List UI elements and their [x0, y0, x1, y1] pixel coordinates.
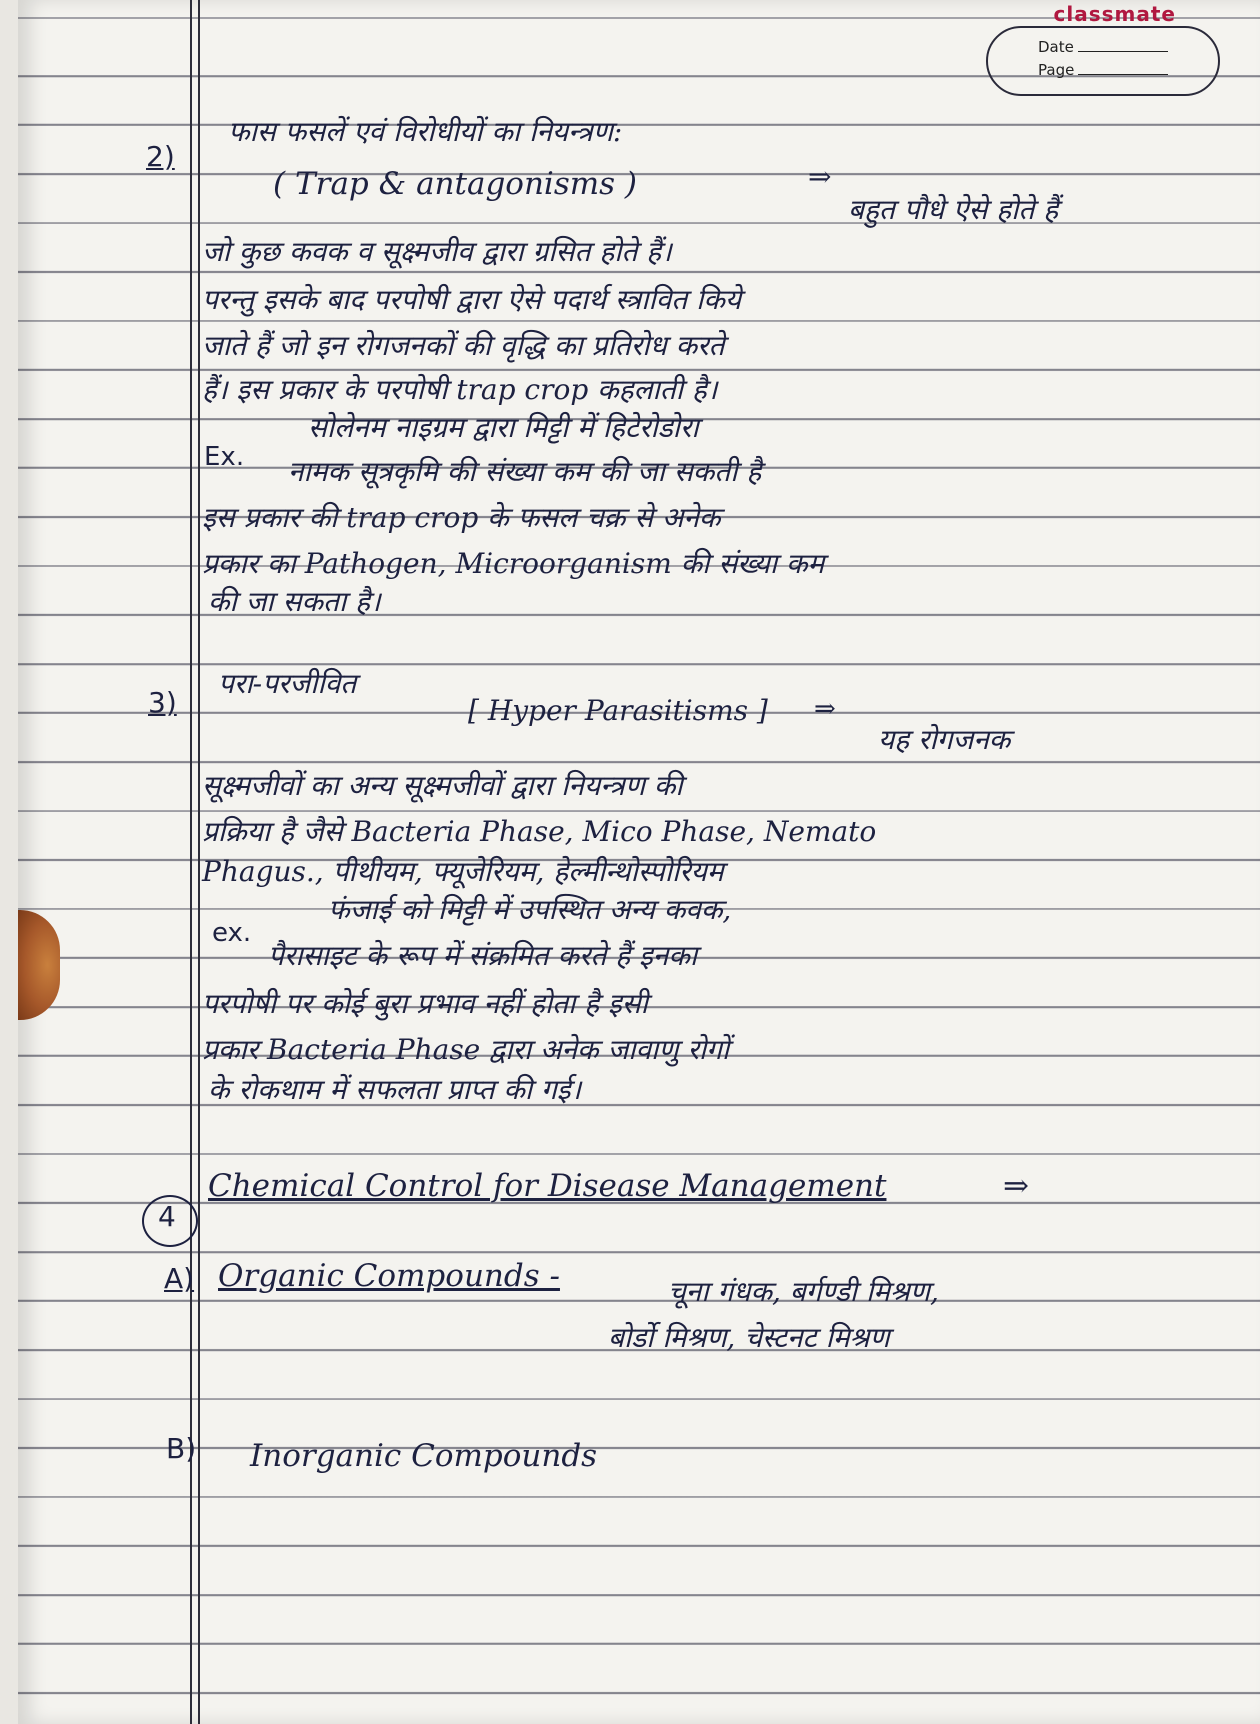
arrow: ⇒ [808, 160, 832, 193]
thumb-shadow [18, 910, 60, 1020]
subsection-label: A) [164, 1262, 195, 1295]
example-label: ex. [212, 918, 252, 948]
margin-line [198, 0, 200, 1724]
text-line: Phagus., पीथीयम, फ्यूजेरियम, हेल्मीन्थोस्पोरियम [202, 855, 724, 888]
text-line: जो कुछ कवक व सूक्ष्मजीव द्वारा ग्रसित होते हैं। [202, 235, 672, 268]
text-line: चूना गंधक, बर्गण्डी मिश्रण, [668, 1275, 939, 1308]
text-line: इस प्रकार की trap crop के फसल चक्र से अनेक [202, 501, 721, 534]
page-label: Page [1038, 61, 1075, 79]
text-line: सोलेनम नाइग्रम द्वारा मिट्टी में हिटेरोडोरा [308, 411, 699, 444]
text-line: सूक्ष्मजीवों का अन्य सूक्ष्मजीवों द्वारा नियन्त्रण की [202, 769, 683, 802]
section-title: परा-परजीवित [218, 667, 357, 700]
text-line: के रोकथाम में सफलता प्राप्त की गई। [208, 1073, 582, 1106]
text-line: जाते हैं जो इन रोगजनकों की वृद्धि का प्रतिरोध करते [202, 329, 725, 362]
section-number: 3) [148, 686, 177, 719]
section-title: Chemical Control for Disease Management [208, 1168, 887, 1204]
notebook-page [18, 0, 1260, 1724]
example-label: Ex. [204, 442, 245, 472]
section-subtitle: [ Hyper Parasitisms ] [468, 694, 768, 727]
section-number: 2) [146, 140, 175, 173]
section-title: फास फसलें एवं विरोधीयों का नियन्त्रण: [228, 115, 623, 148]
date-label: Date [1038, 38, 1074, 56]
text-line: प्रक्रिया है जैसे Bacteria Phase, Mico Phase, Nemato [202, 815, 877, 848]
text-line: यह रोगजनक [878, 723, 1011, 756]
arrow: ⇒ [814, 694, 836, 724]
text-line: की जा सकता है। [208, 585, 381, 618]
text-line: प्रकार Bacteria Phase द्वारा अनेक जावाणु रोगों [202, 1033, 730, 1066]
subsection-title: Organic Compounds - [218, 1258, 560, 1294]
text-line: बहुत पौधे ऐसे होते हैं [848, 193, 1059, 226]
text-line: प्रकार का Pathogen, Microorganism की संख्या कम [202, 547, 825, 580]
arrow: ⇒ [1003, 1168, 1029, 1204]
text-line: फंजाई को मिट्टी में उपस्थित अन्य कवक, [328, 893, 732, 926]
brand-logo: classmate [1053, 2, 1176, 26]
text-line: नामक सूत्रकृमि की संख्या कम की जा सकती है [288, 455, 762, 488]
text-line: परन्तु इसके बाद परपोषी द्वारा ऐसे पदार्थ स्त्रावित किये [202, 283, 742, 316]
date-page-box [986, 26, 1220, 96]
text-line: बोर्डो मिश्रण, चेस्टनट मिश्रण [608, 1321, 890, 1354]
subsection-label: B) [166, 1432, 197, 1465]
section-number: 4 [158, 1200, 176, 1233]
text-line: हैं। इस प्रकार के परपोषी trap crop कहलाती है। [202, 373, 718, 406]
margin-line [190, 0, 192, 1724]
subsection-title: Inorganic Compounds [250, 1438, 598, 1474]
section-subtitle: ( Trap & antagonisms ) [273, 166, 638, 202]
text-line: परपोषी पर कोई बुरा प्रभाव नहीं होता है इसी [202, 987, 648, 1020]
text-line: पैरासाइट के रूप में संक्रमित करते हैं इनका [268, 939, 698, 972]
